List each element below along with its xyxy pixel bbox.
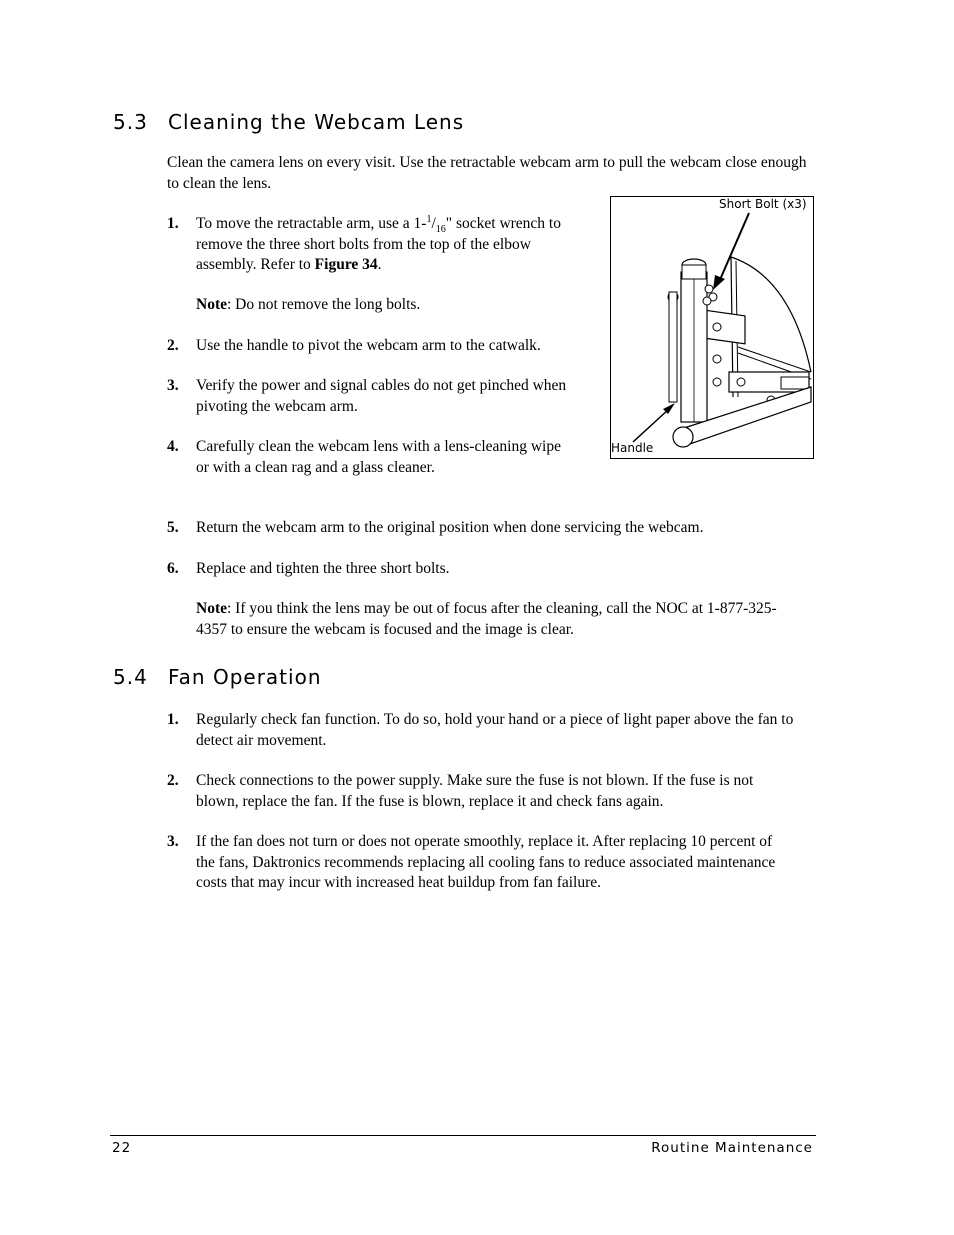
- step-text: Use the handle to pivot the webcam arm to the catwalk.: [196, 337, 541, 354]
- fraction-denominator: 16: [435, 224, 446, 236]
- fraction-numerator: 1: [426, 213, 432, 225]
- step-text: [196, 214, 584, 276]
- intro-paragraph: Clean the camera lens on every visit. Use the retractable webcam arm to pull the webcam close enough to clean the lens.: [167, 154, 807, 192]
- fraction-slash: /: [431, 215, 436, 232]
- step-text: Regularly check fan function. To do so, hold your hand or a piece of light paper above the fan to detect air movement.: [196, 711, 794, 749]
- webcam-arm-figure: [610, 196, 814, 459]
- short-bolt-callout: Short Bolt (x3): [719, 197, 807, 211]
- section-number: 5.3: [113, 110, 148, 134]
- page-number: 22: [112, 1140, 132, 1156]
- step-number: 3.: [167, 833, 179, 850]
- footer-divider: [110, 1135, 816, 1136]
- step-text-part: .: [377, 256, 382, 273]
- step-number: 1.: [167, 215, 179, 232]
- step-number: 3.: [167, 377, 179, 394]
- step-number: 6.: [167, 560, 179, 577]
- webcam-arm-illustration: [611, 197, 815, 460]
- chapter-title: Routine Maintenance: [651, 1140, 813, 1156]
- figure-reference: Figure 34: [314, 256, 378, 273]
- step-text: Return the webcam arm to the original position when done servicing the webcam.: [196, 519, 704, 536]
- step-text: If the fan does not turn or does not operate smoothly, replace it. After replacing 10 percent of the fans, Daktronics recommends replacing all cooling fans to reduce associated maintenance costs that may incur with increased heat buildup from fan failure.: [196, 833, 776, 891]
- note-body: : If you think the lens may be out of focus after the cleaning, call the NOC at 1-877-325-4357 to ensure the webcam is focused and the image is clear.: [196, 600, 777, 638]
- section-title: Cleaning the Webcam Lens: [168, 110, 465, 134]
- step-text-part: " socket wrench to remove the three short bolts from the top of the elbow assembly. Refer to: [196, 215, 561, 273]
- step-number: 2.: [167, 772, 179, 789]
- section-heading-5-4: [113, 665, 322, 689]
- step-text: Replace and tighten the three short bolts.: [196, 560, 450, 577]
- step-text-part: To move the retractable arm, use a 1-: [196, 215, 427, 232]
- section-number: 5.4: [113, 665, 148, 689]
- step-number: 2.: [167, 337, 179, 354]
- note-label: Note: [196, 296, 227, 313]
- section-title: Fan Operation: [168, 665, 322, 689]
- step-number: 5.: [167, 519, 179, 536]
- step-text: Verify the power and signal cables do not get pinched when pivoting the webcam arm.: [196, 377, 567, 415]
- step-number: 1.: [167, 711, 179, 728]
- step-text: Check connections to the power supply. Make sure the fuse is not blown. If the fuse is not blown, replace the fan. If the fuse is blown, replace it and check fans again.: [196, 772, 754, 810]
- note-text: [196, 295, 576, 316]
- note-body: : Do not remove the long bolts.: [227, 296, 421, 313]
- note-text: [196, 599, 804, 640]
- step-text: Carefully clean the webcam lens with a lens-cleaning wipe or with a clean rag and a glass cleaner.: [196, 438, 561, 476]
- handle-callout: Handle: [611, 441, 654, 455]
- note-label: Note: [196, 600, 227, 617]
- step-number: 4.: [167, 438, 179, 455]
- section-heading-5-3: [113, 110, 464, 134]
